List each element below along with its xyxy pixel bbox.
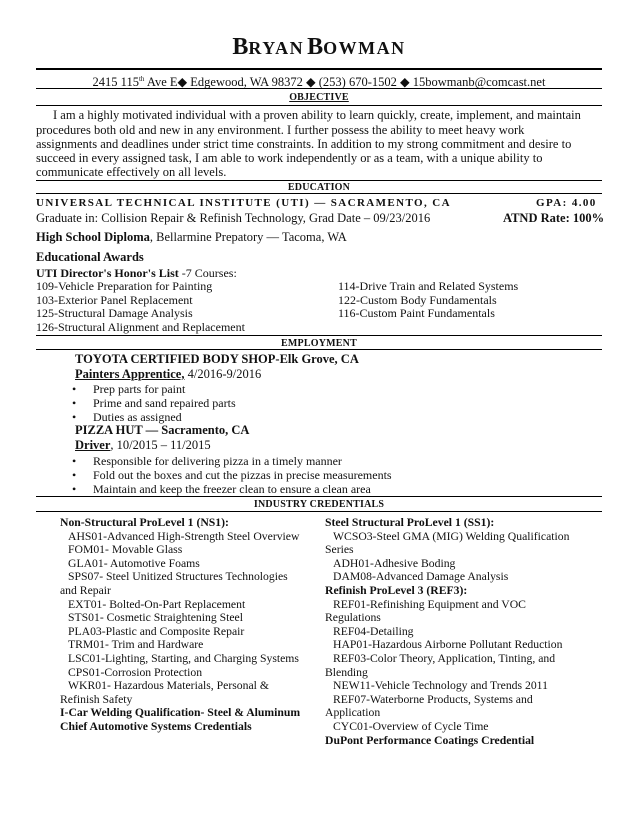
contact-line [0, 72, 638, 89]
credential-item: WCSO3-Steel GMA (MIG) Welding Qualification [333, 529, 570, 543]
duty-item: • Prep parts for paint [93, 382, 185, 396]
course-item: 109-Vehicle Preparation for Painting [36, 279, 213, 293]
credential-item: Blending [325, 665, 368, 679]
credential-item: TRM01- Trim and Hardware [68, 638, 204, 652]
employment-rule [36, 335, 602, 336]
name-initial-last: B [307, 34, 324, 60]
credential-item: DAM08-Advanced Damage Analysis [333, 570, 509, 584]
phone: (253) 670-1502 [318, 75, 397, 90]
diamond-icon: ◆ [400, 75, 410, 90]
diamond-icon: ◆ [306, 75, 316, 90]
credential-item: Regulations [325, 611, 381, 625]
credential-item: HAP01-Hazardous Airborne Pollutant Reduction [333, 638, 563, 652]
credential-heading: Chief Automotive Systems Credentials [60, 720, 252, 733]
credential-heading: Steel Structural ProLevel 1 (SS1): [325, 516, 495, 529]
duty-item: • Maintain and keep the freezer clean to ensure a clean area [93, 482, 371, 496]
credential-item: SPS07- Steel Unitized Structures Technologies [68, 570, 288, 584]
objective-line: succeed in every assigned task, I am able to work independently or as a team, with a unique ability to [36, 151, 543, 165]
credential-item: REF07-Waterborne Products, Systems and [333, 692, 533, 706]
honor-list: UTI Director's Honor's List -7 Courses: [36, 266, 237, 280]
credential-item: and Repair [60, 584, 111, 597]
high-school: High School Diploma, Bellarmine Prepatory — Tacoma, WA [36, 230, 347, 244]
objective-line: procedures both old and new in any environment. I further possess the ability to meet heavy work [36, 123, 525, 137]
credentials-rule-bottom [36, 511, 602, 512]
email[interactable]: 15bowmanb@comcast.net [412, 75, 546, 90]
credential-item: REF04-Detailing [333, 624, 414, 638]
city: Edgewood, WA 98372 [190, 75, 303, 90]
objective-heading: OBJECTIVE [289, 92, 349, 103]
credential-item: FOM01- Movable Glass [68, 543, 183, 557]
course-item: 126-Structural Alignment and Replacement [36, 320, 245, 334]
employment-heading: EMPLOYMENT [281, 338, 357, 349]
objective-rule [36, 88, 602, 89]
objective-line: I am a highly motivated individual with a proven ability to learn quickly, create, implement, and maintain [53, 108, 581, 122]
credential-heading: DuPont Performance Coatings Credential [325, 733, 535, 747]
name-rest-last: OWMAN [323, 38, 406, 58]
duty-item: • Responsible for delivering pizza in a timely manner [93, 454, 342, 468]
header-rule [36, 68, 602, 70]
credential-item: Application [325, 706, 381, 720]
duty-item: • Duties as assigned [93, 410, 182, 424]
job-title-line: Painters Apprentice, 4/2016-9/2016 [75, 367, 262, 381]
objective-line: communicate effectively on all levels. [36, 165, 227, 179]
credential-item: AHS01-Advanced High-Strength Steel Overview [68, 529, 300, 543]
employer: PIZZA HUT — Sacramento, CA [75, 423, 250, 437]
credential-item: CYC01-Overview of Cycle Time [333, 720, 489, 733]
course-item: 103-Exterior Panel Replacement [36, 293, 193, 307]
graduate-line: Graduate in: Collision Repair & Refinish Technology, Grad Date – 09/23/2016 [36, 211, 431, 225]
address: 2415 115th Ave E [92, 75, 178, 90]
credential-item: Series [325, 543, 354, 557]
employer: TOYOTA CERTIFIED BODY SHOP-Elk Grove, CA [75, 352, 359, 366]
name-initial-first: B [232, 34, 249, 60]
credential-heading: I-Car Welding Qualification- Steel & Aluminum [60, 706, 301, 720]
course-item: 116-Custom Paint Fundamentals [338, 306, 495, 320]
credential-item: Refinish Safety [60, 692, 133, 706]
credential-item: WKR01- Hazardous Materials, Personal & [68, 679, 269, 693]
atnd-rate: ATND Rate: 100% [503, 211, 605, 225]
credential-item: NEW11-Vehicle Technology and Trends 2011 [333, 679, 548, 693]
diamond-icon: ◆ [177, 75, 188, 90]
credential-heading: Refinish ProLevel 3 (REF3): [325, 584, 468, 597]
course-item: 114-Drive Train and Related Systems [338, 279, 519, 293]
course-item: 125-Structural Damage Analysis [36, 306, 193, 320]
duty-item: • Fold out the boxes and cut the pizzas in precise measurements [93, 468, 392, 482]
credentials-rule [36, 496, 602, 497]
job-title-line: Driver, 10/2015 – 11/2015 [75, 438, 211, 452]
credential-item: REF01-Refinishing Equipment and VOC [333, 597, 526, 611]
gpa: GPA: 4.00 [536, 197, 597, 209]
duty-item: • Prime and sand repaired parts [93, 396, 236, 410]
candidate-name [0, 34, 638, 60]
credential-heading: Non-Structural ProLevel 1 (NS1): [60, 516, 229, 529]
education-heading: EDUCATION [287, 182, 351, 193]
school-name: UNIVERSAL TECHNICAL INSTITUTE (UTI) — SACRAMENTO, CA [36, 197, 451, 209]
credential-item: ADH01-Adhesive Boding [333, 556, 456, 570]
credentials-heading: INDUSTRY CREDENTIALS [253, 499, 385, 510]
credential-item: PLA03-Plastic and Composite Repair [68, 624, 245, 638]
course-item: 122-Custom Body Fundamentals [338, 293, 497, 307]
credential-item: LSC01-Lighting, Starting, and Charging Systems [68, 652, 299, 665]
employment-rule-bottom [36, 349, 602, 350]
name-rest-first: RYAN [248, 38, 305, 58]
objective-rule-bottom [36, 105, 602, 106]
credential-item: CPS01-Corrosion Protection [68, 665, 203, 679]
credential-item: GLA01- Automotive Foams [68, 556, 200, 570]
credential-item: EXT01- Bolted-On-Part Replacement [68, 597, 246, 611]
credential-item: STS01- Cosmetic Straightening Steel [68, 611, 243, 625]
objective-line: assignments and deadlines under strict time constraints. In addition to my strong commitment and desire to [36, 137, 572, 151]
education-rule-bottom [36, 193, 602, 194]
awards-heading: Educational Awards [36, 250, 144, 264]
credential-item: REF03-Color Theory, Application, Tinting, and [333, 652, 556, 665]
